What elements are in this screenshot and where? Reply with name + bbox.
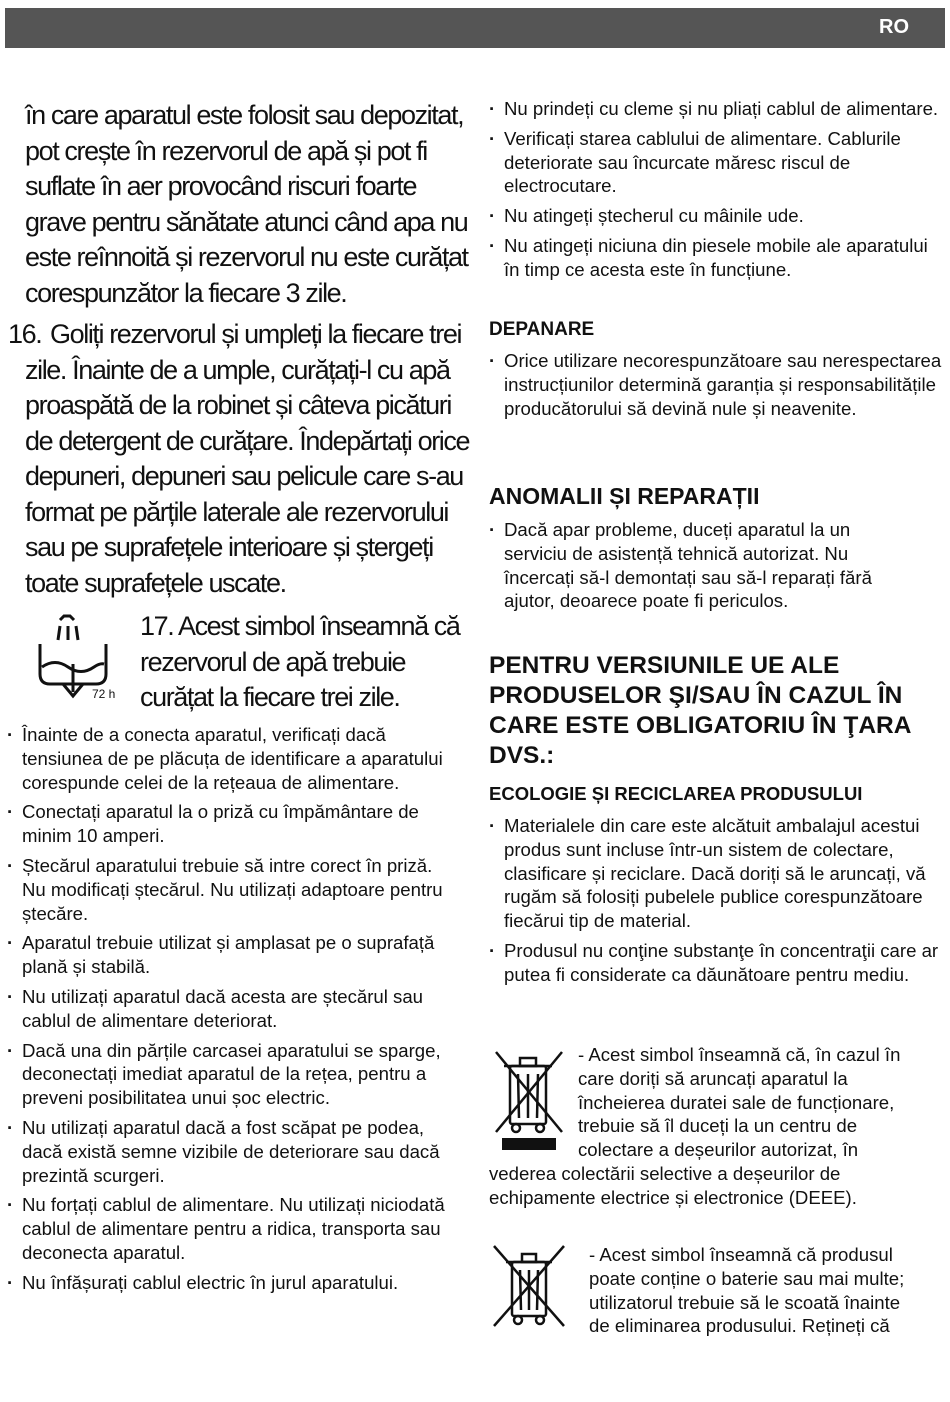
item-16-text: Goliți rezervorul și umpleți la fiecare trei zile. Înainte de a umple, curățați-l cu apă proaspătă de la robinet și câteva picături de detergent de curățare. Îndepărtați orice depuneri, depuneri sau pelicule care s-au format pe părțile laterale ale rezervorului sau pe suprafețele interioare și ștergeți toate suprafețele uscate.	[25, 319, 470, 598]
anomalii-heading: ANOMALII ȘI REPARAȚII	[489, 483, 760, 509]
list-item: · Nu utilizați aparatul dacă acesta are ștecărul sau cablul de alimentare deteriorat.	[5, 985, 450, 1033]
item-17	[140, 609, 470, 716]
list-item: · Produsul nu conţine substanţe în concentraţii care ar putea fi considerate ca dăunătoare pentru mediu.	[487, 939, 945, 987]
item-17-number: 17.	[140, 611, 174, 641]
list-item: · Nu atingeți ștecherul cu mâinile ude.	[487, 204, 942, 228]
ecology-bullet-list	[487, 814, 945, 993]
list-item: · Nu utilizați aparatul dacă a fost scăpat pe podea, dacă există semne vizibile de deteriorare sau dacă prezintă scurgeri.	[5, 1116, 450, 1187]
battery-text-block: - Acest simbol înseamnă că produsul poate conține o baterie sau mai multe; utilizatorul trebuie să le scoată înainte de eliminarea produsului. Rețineți că	[589, 1244, 905, 1337]
right-top-bullet-list	[487, 97, 942, 288]
list-item: · Conectați aparatul la o priză cu împământare de minim 10 amperi.	[5, 800, 450, 848]
header-bar	[5, 8, 945, 48]
weee-text-block-bottom: vederea colectării selective a deșeurilor de echipamente electrice și electronice (DEEE).	[489, 1163, 857, 1208]
weee-text-block-top: - Acest simbol înseamnă că, în cazul în care doriți să aruncați aparatul la încheierea duratei sale de funcționare, trebuie să îl duceți la un centru de colectare a deșeurilor autorizat, în	[578, 1044, 901, 1161]
item-17-text: Acest simbol înseamnă că rezervorul de apă trebuie curățat la fiecare trei zile.	[140, 611, 460, 712]
list-item: · Dacă una din părțile carcasei aparatului se sparge, deconectați imediat aparatul de la rețea, pentru a preveni posibilitatea unui șoc electric.	[5, 1039, 450, 1110]
list-item: · Nu atingeți niciuna din piesele mobile ale aparatului în timp ce acesta este în funcțiune.	[487, 234, 942, 282]
anomalii-bullet-list	[487, 518, 907, 619]
list-item: · Nu prindeți cu cleme și nu pliați cablul de alimentare.	[487, 97, 942, 121]
list-item: · Aparatul trebuie utilizat și amplasat pe o suprafață plană și stabilă.	[5, 931, 450, 979]
crossed-bin-battery-icon	[488, 1240, 570, 1332]
tank-cleaning-symbol-icon	[30, 612, 125, 702]
depanare-bullet-list	[487, 349, 945, 426]
list-item: · Orice utilizare necorespunzătoare sau nerespectarea instrucțiunilor determină garanția și responsabilitățile producătorului să devină nule și neavenite.	[487, 349, 945, 420]
ue-versions-heading: PENTRU VERSIUNILE UE ALE PRODUSELOR ŞI/SAU ÎN CAZUL ÎN CARE ESTE OBLIGATORIU ÎN ŢARA DVS.:	[489, 652, 911, 769]
list-item: · Materialele din care este alcătuit ambalajul acestui produs sunt incluse într-un sistem de colectare, clasificare și reciclare. Dacă doriți să le aruncați, vă rugăm să folosiți pubelele publice corespunzătoare fiecărui tip de material.	[487, 814, 945, 933]
list-item: · Nu înfășurați cablul electric în jurul aparatului.	[5, 1271, 450, 1295]
intro-paragraph: în care aparatul este folosit sau depozitat, pot crește în rezervorul de apă și pot fi suflate în aer provocând riscuri foarte grave pentru sănătate atunci când apa nu este reînnoită și rezervorul nu este curățat corespunzător la fiecare 3 zile.	[25, 100, 468, 308]
crossed-bin-weee-icon	[490, 1046, 568, 1156]
left-bullet-list	[5, 723, 450, 1301]
language-code: RO	[879, 16, 909, 38]
list-item: · Înainte de a conecta aparatul, verificați dacă tensiunea de pe plăcuța de identificare a aparatului corespunde celei de la rețeaua de alimentare.	[5, 723, 450, 794]
item-16-number: 16.	[8, 319, 42, 349]
list-item: · Nu forțați cablul de alimentare. Nu utilizați niciodată cablul de alimentare pentru a ridica, transporta sau deconecta aparatul.	[5, 1193, 450, 1264]
list-item: · Ștecărul aparatului trebuie să intre corect în priză. Nu modificați ștecărul. Nu utilizați adaptoare pentru ștecăre.	[5, 854, 450, 925]
svg-text:72 h: 72 h	[92, 687, 116, 701]
ecology-heading: ECOLOGIE ȘI RECICLAREA PRODUSULUI	[489, 783, 863, 804]
list-item: · Dacă apar probleme, duceți aparatul la un serviciu de asistență tehnică autorizat. Nu încercați să-l demontați sau să-l reparați fără ajutor, deoarece poate fi periculos.	[487, 518, 907, 613]
depanare-heading: DEPANARE	[489, 319, 595, 340]
list-item: · Verificați starea cablului de alimentare. Cablurile deteriorate sau încurcate măresc riscul de electrocutare.	[487, 127, 942, 198]
